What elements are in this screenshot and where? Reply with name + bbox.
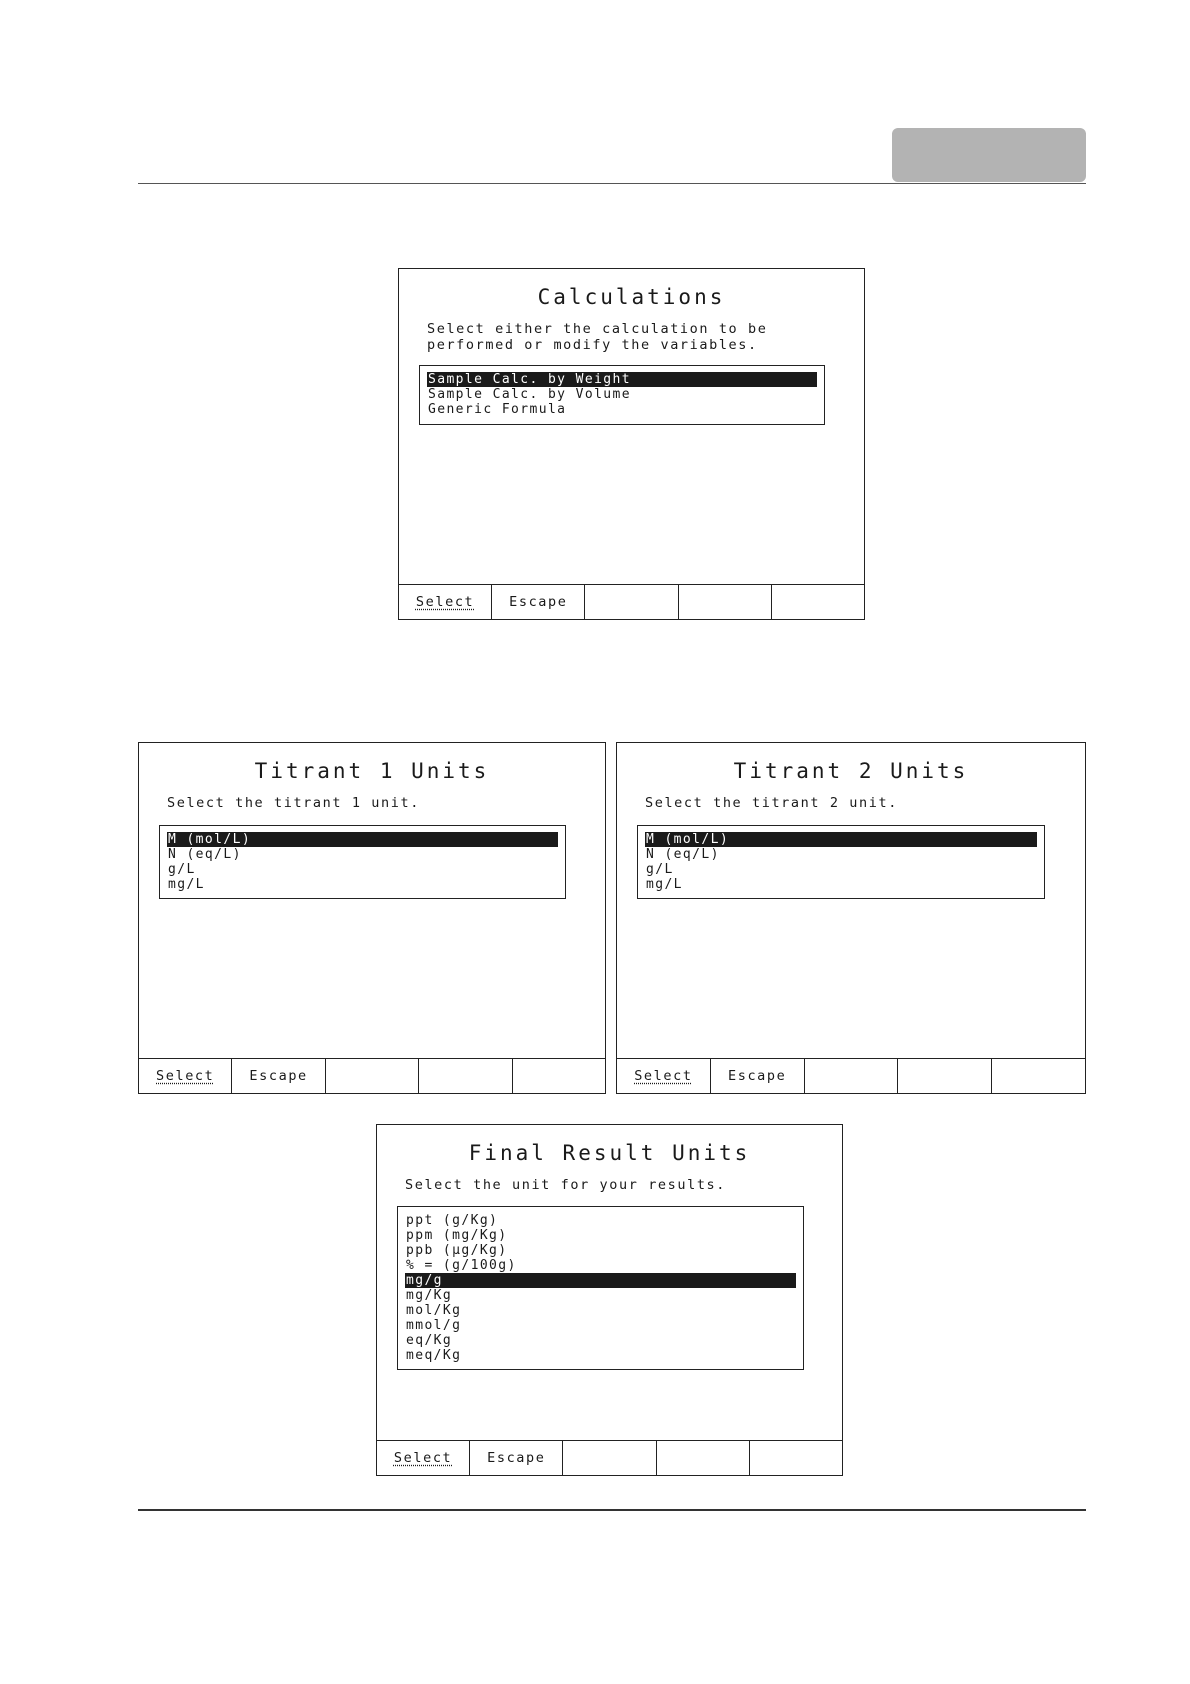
list-item[interactable]: mg/L (168, 877, 205, 892)
list-item[interactable]: ppb (µg/Kg) (406, 1243, 508, 1258)
list-item[interactable]: mol/Kg (406, 1303, 462, 1318)
list-item[interactable]: mg/Kg (406, 1288, 453, 1303)
softkey-4[interactable] (657, 1441, 750, 1475)
chapter-tab (892, 128, 1086, 182)
list-item[interactable]: % = (g/100g) (406, 1258, 517, 1273)
titrant1-list (159, 825, 566, 899)
final-result-screen (376, 1124, 843, 1476)
softkey-4[interactable] (898, 1059, 992, 1093)
escape-softkey[interactable]: Escape (470, 1441, 563, 1475)
list-item[interactable]: N (eq/L) (646, 847, 720, 862)
list-item[interactable]: Sample Calc. by Weight (427, 372, 817, 387)
final-result-title: Final Result Units (468, 1141, 751, 1165)
list-item[interactable]: mg/g (405, 1273, 796, 1288)
titrant2-screen (616, 742, 1086, 1094)
softkey-bar (377, 1440, 842, 1475)
list-item[interactable]: M (mol/L) (167, 832, 558, 847)
softkey-3[interactable] (805, 1059, 899, 1093)
calculations-title: Calculations (537, 285, 726, 309)
softkey-3[interactable] (563, 1441, 656, 1475)
titrant1-screen (138, 742, 606, 1094)
select-softkey[interactable]: Select (139, 1059, 232, 1093)
escape-softkey[interactable]: Escape (492, 585, 585, 619)
calculations-prompt: Select either the calculation to be performed or modify the variables. (427, 321, 768, 353)
list-item[interactable]: meq/Kg (406, 1348, 462, 1363)
list-item[interactable]: ppm (mg/Kg) (406, 1228, 508, 1243)
footer-rule (138, 1509, 1086, 1511)
list-item[interactable]: g/L (646, 862, 674, 877)
select-softkey[interactable]: Select (399, 585, 492, 619)
list-item[interactable]: ppt (g/Kg) (406, 1213, 499, 1228)
softkey-5[interactable] (772, 585, 864, 619)
softkey-5[interactable] (992, 1059, 1085, 1093)
softkey-3[interactable] (585, 585, 678, 619)
select-softkey[interactable]: Select (377, 1441, 470, 1475)
softkey-4[interactable] (679, 585, 772, 619)
list-item[interactable]: mmol/g (406, 1318, 462, 1333)
final-result-prompt: Select the unit for your results. (405, 1177, 727, 1193)
escape-softkey[interactable]: Escape (232, 1059, 325, 1093)
list-item[interactable]: Generic Formula (428, 402, 567, 417)
titrant2-prompt: Select the titrant 2 unit. (645, 795, 898, 811)
final-result-list (397, 1206, 804, 1370)
softkey-4[interactable] (419, 1059, 512, 1093)
list-item[interactable]: eq/Kg (406, 1333, 453, 1348)
list-item[interactable]: M (mol/L) (645, 832, 1037, 847)
select-softkey[interactable]: Select (617, 1059, 711, 1093)
softkey-bar (399, 584, 864, 619)
softkey-3[interactable] (326, 1059, 419, 1093)
list-item[interactable]: Sample Calc. by Volume (428, 387, 631, 402)
titrant2-list (637, 825, 1045, 899)
softkey-bar (139, 1058, 605, 1093)
titrant2-title: Titrant 2 Units (733, 759, 969, 783)
softkey-5[interactable] (750, 1441, 842, 1475)
softkey-5[interactable] (513, 1059, 605, 1093)
list-item[interactable]: g/L (168, 862, 196, 877)
header-rule (138, 183, 1086, 184)
softkey-bar (617, 1058, 1085, 1093)
list-item[interactable]: N (eq/L) (168, 847, 242, 862)
titrant1-title: Titrant 1 Units (254, 759, 490, 783)
escape-softkey[interactable]: Escape (711, 1059, 805, 1093)
list-item[interactable]: mg/L (646, 877, 683, 892)
titrant1-prompt: Select the titrant 1 unit. (167, 795, 420, 811)
calculations-list (419, 365, 825, 425)
calculations-screen (398, 268, 865, 620)
